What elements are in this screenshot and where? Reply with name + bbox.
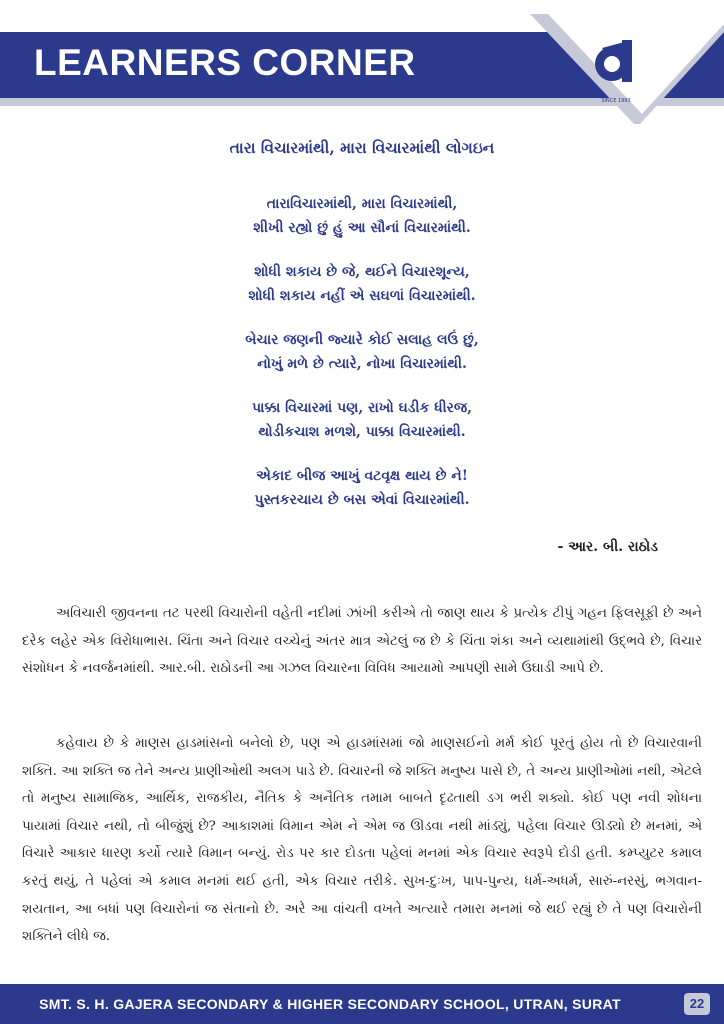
poem-title: તારા વિચારમાંથી, મારા વિચારમાંથી લોગઇન [229, 138, 495, 157]
poem-line: શીખી રહ્યો છું હું આ સૌનાં વિચારમાંથી. [253, 220, 471, 236]
poem-line: નોખું મળે છે ત્યારે, નોખા વિચારમાંથી. [257, 356, 467, 372]
page-title: LEARNERS CORNER [34, 42, 416, 83]
school-logo-icon [588, 34, 644, 90]
poem-line: તારાવિચારમાંથી, મારા વિચારમાંથી, [266, 196, 458, 212]
poem-stanza [0, 464, 724, 512]
page-header [0, 32, 724, 110]
page-footer [0, 984, 724, 1024]
poem-line: પાક્કા વિચારમાં પણ, રાખો ઘડીક ધીરજ, [251, 400, 473, 416]
poem-stanza [0, 328, 724, 376]
poem [0, 192, 724, 532]
page-number-badge: 22 [684, 993, 710, 1015]
footer-school-name: SMT. S. H. GAJERA SECONDARY & HIGHER SECONDARY SCHOOL, UTRAN, SURAT [39, 996, 621, 1012]
poem-line: એકાદ બીજ આખું વટવૃક્ષ થાય છે ને! [256, 468, 468, 484]
poem-line: થોડીકચાશ મળશે, પાક્કા વિચારમાંથી. [258, 424, 466, 440]
poem-line: બેચાર જણની જ્યારે કોઈ સલાહ લઉં છું, [245, 332, 479, 348]
logo-since-text: SINCE 1993 [601, 98, 631, 104]
poem-stanza [0, 192, 724, 240]
poem-line: શોધી શકાય નહીં એ સઘળાં વિચારમાંથી. [248, 288, 476, 304]
poem-stanza [0, 396, 724, 444]
poem-line: પુસ્તકરચાય છે બસ એવાં વિચારમાંથી. [254, 492, 470, 508]
poem-stanza [0, 260, 724, 308]
poem-line: શોધી શકાય છે જે, થઈને વિચારશૂન્ય, [254, 264, 470, 280]
article-paragraph-2: કહેવાય છે કે માણસ હાડમાંસનો બનેલો છે, પણ એ હાડમાંસમાં જો માણસઈનો મર્મ કોઈ પૂરતું હોય તો છે વિચારવાની શક્તિ. આ શક્તિ જ તેને અન્ય પ્રાણીઓથી અલગ પાડે છે. વિચારની જે શક્તિ મનુષ્ય પાસે છે, તે અન્ય પ્રાણીઓમાં નથી, એટલે તો મનુષ્ય સામાજિક, આર્થિક, રાજકીય, નૈતિક કે અનૈતિક તમામ બાબતે દૃઢતાથી ડગ ભરી શક્યો. કોઈ પણ નવી શોધના પાયામાં વિચાર નથી, તો બીજુંશું છે? આકાશમાં વિમાન એમ ને એમ જ ઊડવા નથી માંડ્યું, પહેલા વિચાર ઊડ્યો છે મનમાં, એ વિચારે આકાર ધારણ કર્યો ત્યારે વિમાન બન્યું. રોડ પર કાર દોડતા પહેલાં મનમાં એક વિચાર સ્વરૂપે દોડી હતી. કમ્પ્યુટર કમાલ કરતું થયું, તે પહેલાં એ કમાલ મનમાં થઈ હતી, એક વિચાર તરીકે. સુખ-દુઃખ, પાપ-પુન્ય, ધર્મ-અધર્મ, સારું-નરસું, ભગવાન-શયતાન, આ બધાં પણ વિચારોનાં જ સંતાનો છે. અરે આ વાંચતી વખતે અત્યારે તમારા મનમાં જે થઈ રહ્યું છે તે પણ વિચારોની શક્તિને લીધે જ. [22, 736, 702, 945]
article-paragraph-1: અવિચારી જીવનના તટ પરથી વિચારોની વહેતી નદીમાં ઝાંખી કરીએ તો જાણ થાય કે પ્રત્યેક ટીપું ગહન ફિલસૂફી છે અને દરેક લહેર એક વિરોધાભાસ. ચિંતા અને વિચાર વચ્ચેનું અંતર માત્ર એટલું જ છે કે ચિંતા શંકા અને વ્યથામાંથી ઉદ્ભવે છે, વિચાર સંશોધન કે નવર્જનમાંથી. આર.બી. રાઠોડની આ ગઝલ વિચારના વિવિધ આયામો આપણી સામે ઉઘાડી આપે છે. [22, 606, 702, 677]
poem-author: - આર. બી. રાઠોડ [557, 539, 658, 555]
